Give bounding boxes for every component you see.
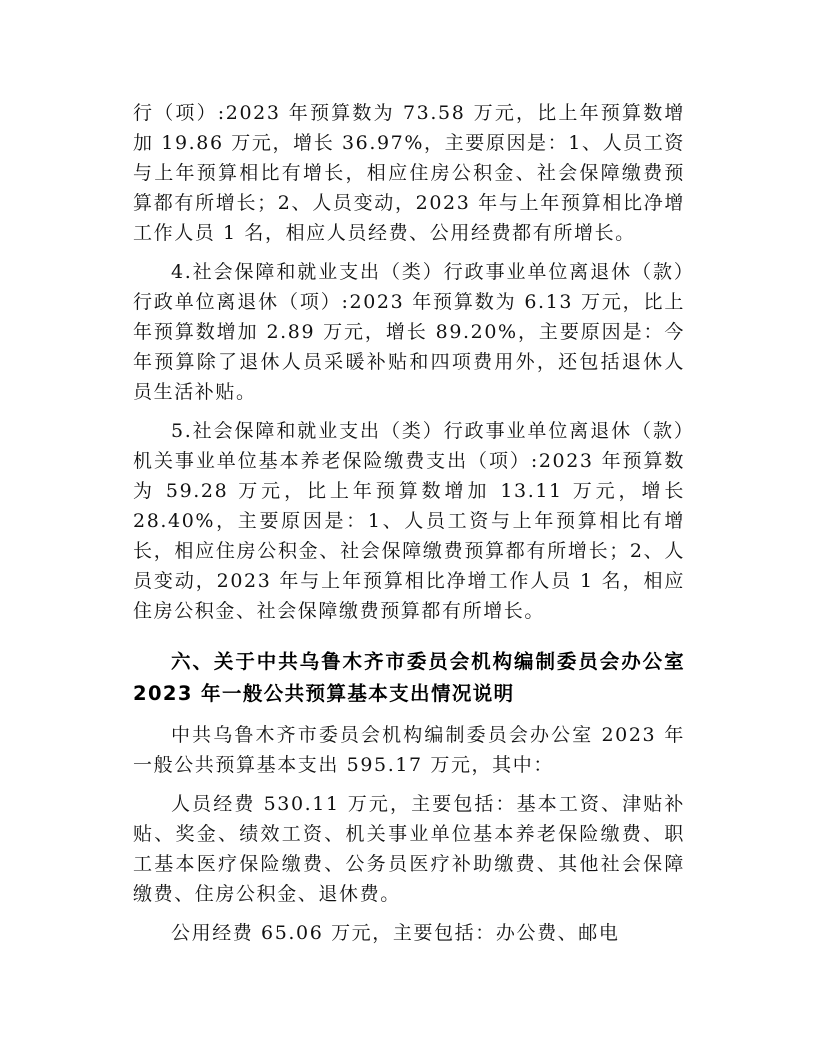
- paragraph-item-4: 4.社会保障和就业支出（类）行政事业单位离退休（款）行政单位离退休（项）:2023 年预算数为 6.13 万元，比上年预算数增加 2.89 万元，增长 89.20%，主要原因是：今年预算除了退休人员采暖补贴和四项费用外，还包括退休人员生活补贴。: [133, 261, 685, 403]
- document-body: [133, 98, 685, 957]
- paragraph-item-5: 5.社会保障和就业支出（类）行政事业单位离退休（款）机关事业单位基本养老保险缴费支出（项）:2023 年预算数为 59.28 万元，比上年预算数增加 13.11 万元，增长 28.40%，主要原因是：1、人员工资与上年预算相比有增长，相应住房公积金、社会保障缴费预算都有所增长；2、人员变动，2023 年与上年预算相比净增工作人员 1 名，相应住房公积金、社会保障缴费预算都有所增长。: [133, 420, 685, 622]
- paragraph-personnel-expenses: 人员经费 530.11 万元，主要包括：基本工资、津贴补贴、奖金、绩效工资、机关事业单位基本养老保险缴费、职工基本医疗保险缴费、公务员医疗补助缴费、其他社会保障缴费、住房公积金、退休费。: [133, 793, 685, 905]
- paragraph-public-expenses: 公用经费 65.06 万元，主要包括：办公费、邮电: [171, 922, 620, 944]
- section-heading-6: 六、关于中共乌鲁木齐市委员会机构编制委员会办公室 2023 年一般公共预算基本支出情况说明: [133, 650, 685, 705]
- paragraph-basic-expenditure-total: 中共乌鲁木齐市委员会机构编制委员会办公室 2023 年一般公共预算基本支出 595.17 万元，其中：: [133, 724, 685, 776]
- paragraph-item-3-continued: 行（项）:2023 年预算数为 73.58 万元，比上年预算数增加 19.86 万元，增长 36.97%，主要原因是：1、人员工资与上年预算相比有增长，相应住房公积金、社会保障缴费预算都有所增长；2、人员变动，2023 年与上年预算相比净增工作人员 1 名，相应人员经费、公用经费都有所增长。: [133, 102, 685, 244]
